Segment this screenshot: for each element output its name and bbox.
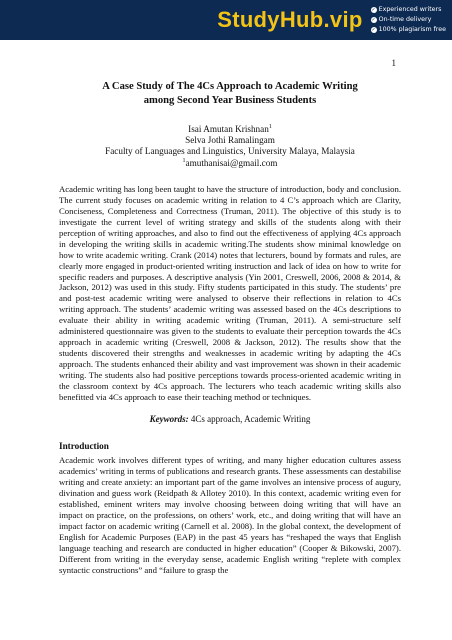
author-email: $^1$amuthanisai@gmail.com: [182, 158, 278, 169]
feature-item: ✓ On-time delivery: [371, 16, 432, 23]
paper-title: A Case Study of The 4Cs Approach to Academic Writing among Second Year Business Students: [102, 81, 358, 106]
feature-item: ✓ 100% plagiarism free: [371, 26, 446, 33]
check-icon: ✓: [371, 7, 376, 13]
author-name: Isai Amutan Krishnan$^1$: [188, 124, 272, 135]
abstract-paragraph: Academic writing has long been taught to have the structure of introduction, body and conclusion. The current study focuses on academic writing in relation to 4 C’s approach which are Clarity, Conciseness, Completeness and Correctness (Truman, 2011). The objective of this study is to investigate the current level of writing strategy and skills of the students along with their perception of writing approaches, and also to find out the effectiveness of applying 4Cs approach in developing the writing skills in academic writing.The students show minimal knowledge on how to write academic writing. Crank (2014) notes that lecturers, bound by formats and rules, are clearly more engaged in product-oriented writing instruction and lack of idea on how to write for specific readers and purposes. A descriptive analysis (Yin 2001, Creswell, 2006, 2008 & 2014, & Jackson, 2012) was used in this study. Fifty students participated in this study. The students’ pre and post-test academic writing were analysed to observe their reflections in relation to 4Cs writing approach. The students’ academic writing was assessed based on the 4Cs descriptions to evaluate their ability in writing academic writing (Truman, 2011). A semi-structure self administered questionnaire was given to the students to evaluate their perception towards the 4Cs approach in academic writing (Creswell, 2008 & Jackson, 2012). The results show that the students discovered their strengths and weaknesses in academic writing by adapting the 4Cs approach. The students enhanced their ability and vast improvement was shown in their academic writing. The students also had positive perceptions towards process-oriented academic writing in the classroom context by 4Cs approach. The lecturers who teach academic writing skills also benefitted via 4Cs approach to ease their teaching method or techniques.: [59, 184, 401, 402]
check-icon: ✓: [371, 27, 376, 33]
check-icon: ✓: [371, 17, 376, 23]
intro-paragraph: Academic work involves different types of writing, and many higher education cultures assess academics’ writing in terms of publications and research grants. These assessments can destabilise writing and create anxiety: an important part of the game involves an intensive process of augury, divination and guess work (Reidpath & Allotey 2010). In this context, academic writing even for established, eminent writers may involve choosing between doing writing that will have an impact on practice, on the professions, on others’ work, etc., and doing writing that will have an impact factor on academic writing (Carnell et al. 2008). In the global context, the development of English for Academic Purposes (EAP) in the past 45 years has “reshaped the ways that English language teaching and research are conducted in higher education” (Cooper & Bikowski, 2007). Different from writing in the everyday sense, academic English writing “replete with complex syntactic constructions” and “failure to grasp the: [59, 455, 401, 575]
author-name: Selva Jothi Ramalingam: [185, 134, 275, 145]
document-page: [59, 80, 401, 575]
studyhub-logo[interactable]: StudyHub.vip: [217, 7, 363, 32]
keywords-value: 4Cs approach, Academic Writing: [188, 414, 311, 425]
section-heading: Introduction: [59, 441, 109, 452]
feature-list: [371, 5, 446, 35]
author-block: [59, 122, 401, 169]
feature-item: ✓ Experienced writers: [371, 6, 442, 13]
affiliation: Faculty of Languages and Linguistics, University Malaya, Malaysia: [105, 145, 355, 156]
keywords-line: [59, 414, 401, 424]
page-number: 1: [391, 58, 396, 68]
keywords-label: Keywords:: [149, 414, 189, 425]
ad-banner[interactable]: [0, 0, 452, 40]
